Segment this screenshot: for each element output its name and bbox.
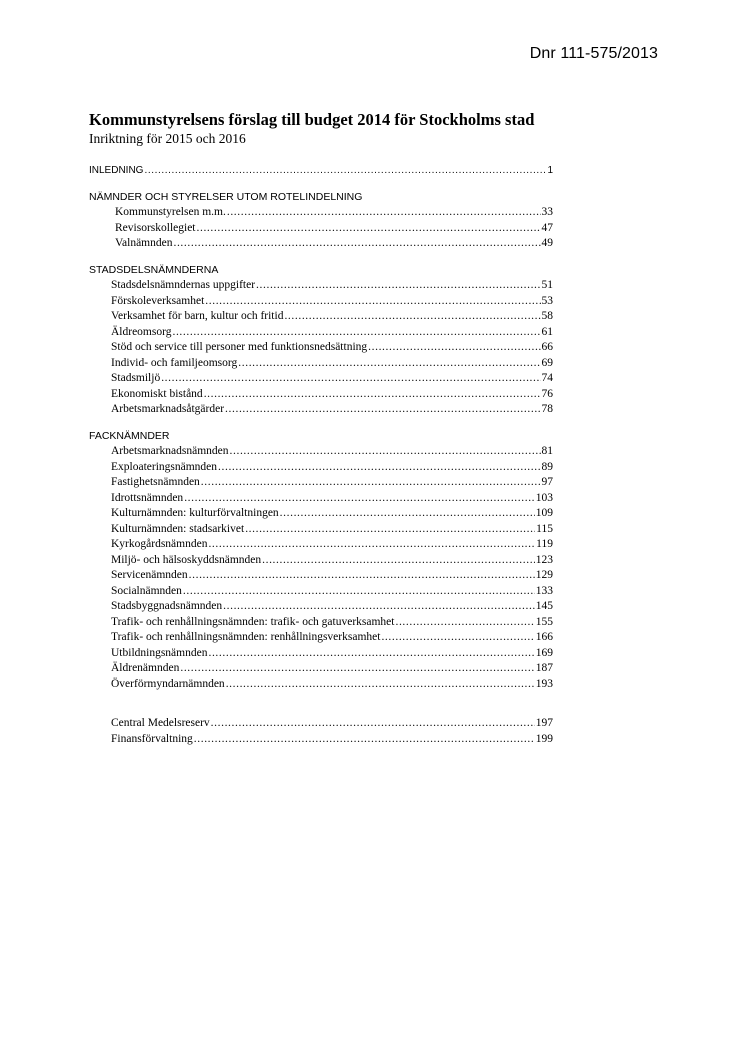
- toc-entry-page: 58: [541, 310, 553, 322]
- toc-leader-dots: [204, 387, 541, 403]
- toc-entry-list: [89, 278, 553, 418]
- toc-entry[interactable]: [89, 460, 553, 476]
- toc-entry-label: Servicenämnden: [111, 569, 188, 581]
- toc-leader-dots: [230, 444, 541, 460]
- toc-entry-page: 53: [541, 294, 553, 307]
- toc-entry-label: Fastighetsnämnden: [111, 476, 200, 488]
- toc-entry-page: 187: [535, 662, 553, 674]
- toc-leader-dots: [144, 163, 546, 179]
- toc-leader-dots: [194, 732, 535, 748]
- toc-leader-dots: [208, 537, 535, 553]
- toc-entry-page: 119: [536, 538, 553, 550]
- table-of-contents: [89, 163, 553, 758]
- toc-entry-page: 133: [535, 584, 553, 597]
- toc-entry-label: Stadsmiljö: [111, 372, 161, 384]
- toc-entry-label: Äldreomsorg: [111, 325, 172, 338]
- toc-section-heading: NÄMNDER OCH STYRELSER UTOM ROTELINDELNING: [89, 190, 363, 203]
- toc-entry[interactable]: [89, 537, 553, 553]
- toc-entry-page: 76: [541, 387, 553, 400]
- toc-entry-label: Arbetsmarknadsnämnden: [111, 445, 229, 457]
- toc-entry-label: Central Medelsreserv: [111, 717, 210, 729]
- toc-leader-dots: [227, 205, 541, 221]
- toc-entry[interactable]: [89, 677, 553, 693]
- toc-leader-dots: [211, 716, 535, 732]
- toc-entry-label: Kulturnämnden: stadsarkivet: [111, 522, 245, 535]
- toc-entry-label: Kyrkogårdsnämnden: [111, 538, 208, 550]
- toc-entry[interactable]: [89, 325, 553, 341]
- toc-entry-page: 193: [535, 677, 553, 690]
- toc-entry-list: [89, 444, 553, 692]
- toc-spacer: [89, 703, 553, 716]
- toc-entry[interactable]: [89, 356, 553, 372]
- toc-section-inledning: [89, 163, 553, 179]
- toc-entry[interactable]: [89, 475, 553, 491]
- toc-leader-dots: [201, 475, 541, 491]
- toc-entry[interactable]: [89, 646, 553, 662]
- toc-entry[interactable]: [89, 584, 553, 600]
- toc-entry-label: Arbetsmarknadsåtgärder: [111, 403, 225, 415]
- toc-entry-page: 49: [541, 237, 553, 249]
- toc-entry[interactable]: [89, 615, 553, 631]
- toc-entry[interactable]: [89, 732, 553, 748]
- toc-leader-dots: [238, 356, 540, 372]
- toc-entry[interactable]: [89, 387, 553, 403]
- toc-entry-label: Exploateringsnämnden: [111, 460, 218, 473]
- toc-entry-label: Finansförvaltning: [111, 732, 193, 745]
- toc-leader-dots: [256, 278, 540, 294]
- toc-entry-label: Miljö- och hälsoskyddsnämnden: [111, 553, 262, 566]
- toc-entry-label: Överförmyndarnämnden: [111, 677, 225, 690]
- document-reference-number: Dnr 111-575/2013: [529, 45, 658, 62]
- toc-entry-page: 123: [535, 553, 553, 566]
- toc-entry-page: 129: [535, 569, 553, 581]
- toc-entry-page: 1: [547, 165, 553, 176]
- toc-entry-page: 199: [535, 732, 553, 745]
- toc-entry[interactable]: [89, 205, 553, 221]
- toc-entry[interactable]: [89, 371, 553, 387]
- toc-leader-dots: [225, 402, 540, 418]
- toc-entry-label: Stadsbyggnadsnämnden: [111, 600, 223, 612]
- toc-entry[interactable]: [89, 340, 553, 356]
- toc-entry-label: Trafik- och renhållningsnämnden: renhållningsverksamhet: [111, 631, 381, 643]
- toc-entry-list: [89, 716, 553, 747]
- toc-entry-page: 74: [541, 372, 553, 384]
- toc-entry-label: INLEDNING: [89, 165, 144, 176]
- toc-leader-dots: [284, 309, 540, 325]
- toc-entry-page: 155: [535, 615, 553, 628]
- toc-entry-page: 166: [535, 631, 553, 643]
- toc-section-facknamnder: [89, 429, 553, 693]
- toc-entry[interactable]: [89, 553, 553, 569]
- toc-entry-label: Verksamhet för barn, kultur och fritid: [111, 310, 284, 322]
- toc-entry-label: Kulturnämnden: kulturförvaltningen: [111, 507, 279, 519]
- toc-leader-dots: [280, 506, 535, 522]
- toc-entry[interactable]: [89, 278, 553, 294]
- toc-entry-label: Trafik- och renhållningsnämnden: trafik- och gatuverksamhet: [111, 615, 395, 628]
- toc-section-heading: FACKNÄMNDER: [89, 429, 170, 442]
- toc-leader-dots: [368, 340, 540, 356]
- toc-entry-label: Revisorskollegiet: [115, 221, 196, 234]
- toc-entry[interactable]: [89, 630, 553, 646]
- toc-leader-dots: [205, 294, 540, 310]
- toc-section-ovrigt: [89, 716, 553, 747]
- toc-entry-page: 66: [541, 341, 553, 353]
- toc-leader-dots: [218, 460, 540, 476]
- toc-leader-dots: [173, 236, 540, 252]
- toc-entry[interactable]: [89, 402, 553, 418]
- toc-leader-dots: [226, 677, 535, 693]
- toc-entry[interactable]: [89, 599, 553, 615]
- toc-leader-dots: [189, 568, 535, 584]
- toc-entry-label: Kommunstyrelsen m.m.: [115, 206, 226, 218]
- toc-entry[interactable]: [89, 444, 553, 460]
- toc-entry-page: 89: [541, 460, 553, 473]
- toc-entry-label: Förskoleverksamhet: [111, 294, 205, 307]
- toc-entry-page: 78: [541, 403, 553, 415]
- toc-section-namnder-utom-rotelindelning: [89, 190, 553, 252]
- toc-leader-dots: [184, 491, 535, 507]
- toc-entry-page: 197: [535, 717, 553, 729]
- toc-leader-dots: [223, 599, 535, 615]
- toc-entry-page: 33: [541, 206, 553, 218]
- toc-entry-page: 81: [541, 445, 553, 457]
- toc-entry-list: [89, 205, 553, 252]
- toc-entry-label: Stadsdelsnämndernas uppgifter: [111, 279, 256, 291]
- toc-entry-page: 47: [541, 221, 553, 234]
- toc-entry-page: 69: [541, 356, 553, 369]
- toc-leader-dots: [262, 553, 535, 569]
- toc-entry-label: Utbildningsnämnden: [111, 646, 208, 659]
- document-subtitle: Inriktning för 2015 och 2016: [89, 131, 246, 146]
- toc-entry[interactable]: [89, 568, 553, 584]
- toc-entry-page: 109: [535, 507, 553, 519]
- toc-entry-page: 169: [535, 646, 553, 659]
- toc-section-heading: STADSDELSNÄMNDERNA: [89, 263, 219, 276]
- toc-entry[interactable]: [89, 491, 553, 507]
- toc-leader-dots: [395, 615, 534, 631]
- toc-entry-label: Valnämnden: [115, 237, 173, 249]
- toc-entry[interactable]: [89, 163, 553, 179]
- toc-entry-page: 115: [536, 522, 553, 535]
- toc-leader-dots: [245, 522, 535, 538]
- toc-entry[interactable]: [89, 716, 553, 732]
- toc-leader-dots: [161, 371, 540, 387]
- toc-entry-page: 103: [535, 491, 553, 504]
- toc-entry[interactable]: [89, 309, 553, 325]
- toc-entry-label: Äldrenämnden: [111, 662, 180, 674]
- toc-entry-label: Individ- och familjeomsorg: [111, 356, 238, 369]
- toc-entry[interactable]: [89, 661, 553, 677]
- toc-section-stadsdelsnamnderna: [89, 263, 553, 418]
- toc-leader-dots: [381, 630, 534, 646]
- toc-entry[interactable]: [89, 522, 553, 538]
- document-title: Kommunstyrelsens förslag till budget 2014 för Stockholms stad: [89, 110, 535, 129]
- toc-entry-page: 61: [541, 325, 553, 338]
- toc-entry[interactable]: [89, 506, 553, 522]
- toc-entry-label: Idrottsnämnden: [111, 491, 184, 504]
- toc-leader-dots: [183, 584, 535, 600]
- toc-entry-page: 145: [535, 600, 553, 612]
- toc-entry[interactable]: [89, 236, 553, 252]
- toc-entry-label: Ekonomiskt bistånd: [111, 387, 203, 400]
- toc-leader-dots: [208, 646, 534, 662]
- toc-entry-page: 97: [541, 476, 553, 488]
- toc-entry-label: Socialnämnden: [111, 584, 182, 597]
- toc-leader-dots: [172, 325, 540, 341]
- toc-entry-page: 51: [541, 279, 553, 291]
- toc-entry[interactable]: [89, 294, 553, 310]
- toc-leader-dots: [197, 221, 541, 237]
- toc-entry-label: Stöd och service till personer med funktionsnedsättning: [111, 341, 368, 353]
- toc-leader-dots: [180, 661, 534, 677]
- toc-entry[interactable]: [89, 221, 553, 237]
